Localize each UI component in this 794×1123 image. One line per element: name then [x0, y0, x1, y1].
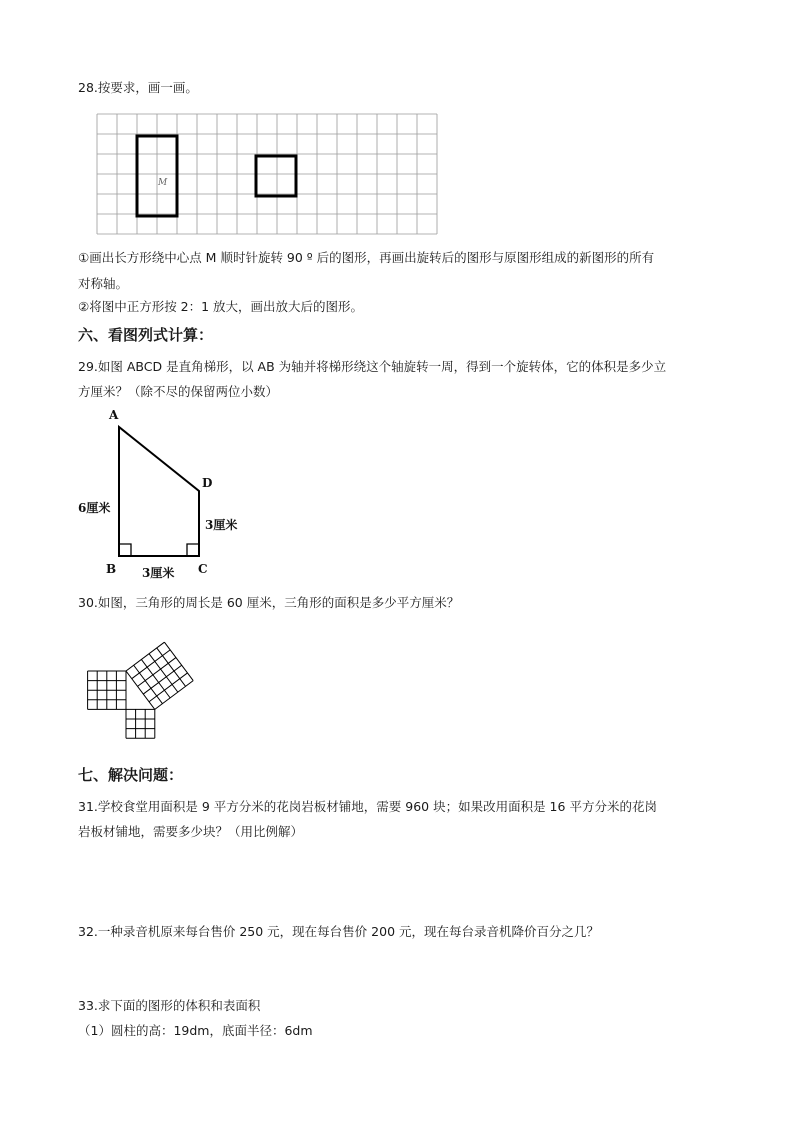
q33-text-1: 33.求下面的图形的体积和表面积	[78, 998, 261, 1013]
label-a: A	[109, 408, 119, 422]
label-ab-length: 6厘米	[78, 501, 111, 515]
label-b: B	[106, 562, 117, 576]
section-7-heading: 七、解决问题：	[78, 766, 184, 784]
q29-text-1: 29.如图 ABCD 是直角梯形，以 AB 为轴并将梯形绕这个轴旋转一周，得到一个旋转体，它的体积是多少立	[78, 359, 667, 374]
label-cd-length: 3厘米	[205, 518, 238, 532]
q31-text-1: 31.学校食堂用面积是 9 平方分米的花岗岩板材铺地，需要 960 块；如果改用面积是 16 平方分米的花岗	[78, 799, 657, 814]
trapezoid-abcd	[119, 427, 199, 556]
label-d: D	[202, 476, 213, 490]
trapezoid-figure	[75, 405, 245, 580]
grid-squares	[88, 642, 194, 738]
q28-title: 28.按要求，画一画。	[78, 80, 198, 95]
q28-instruction-2: ②将图中正方形按 2：1 放大，画出放大后的图形。	[78, 299, 364, 314]
q28-instruction-1b: 对称轴。	[78, 276, 129, 291]
q28-instruction-1a: ①画出长方形绕中心点 M 顺时针旋转 90 º 后的图形，再画出旋转后的图形与原图形组成的新图形的所有	[78, 250, 655, 265]
square-shape	[256, 156, 296, 196]
q31-text-2: 岩板材铺地，需要多少块？（用比例解）	[78, 824, 304, 839]
right-angle-c	[187, 544, 199, 556]
q28-grid-figure	[97, 114, 437, 234]
q29-text-2: 方厘米？（除不尽的保留两位小数）	[78, 384, 279, 399]
q30-text: 30.如图，三角形的周长是 60 厘米，三角形的面积是多少平方厘米？	[78, 595, 460, 610]
pythagoras-squares-figure	[78, 623, 218, 753]
label-bc-length: 3厘米	[142, 566, 175, 580]
q32-text: 32.一种录音机原来每台售价 250 元，现在每台售价 200 元，现在每台录音机降价百分之几？	[78, 924, 599, 939]
center-point-m: M	[158, 178, 168, 188]
label-c: C	[198, 562, 208, 576]
q33-text-2: （1）圆柱的高：19dm，底面半径：6dm	[78, 1023, 313, 1038]
right-angle-b	[119, 544, 131, 556]
section-6-heading: 六、看图列式计算：	[78, 326, 214, 344]
